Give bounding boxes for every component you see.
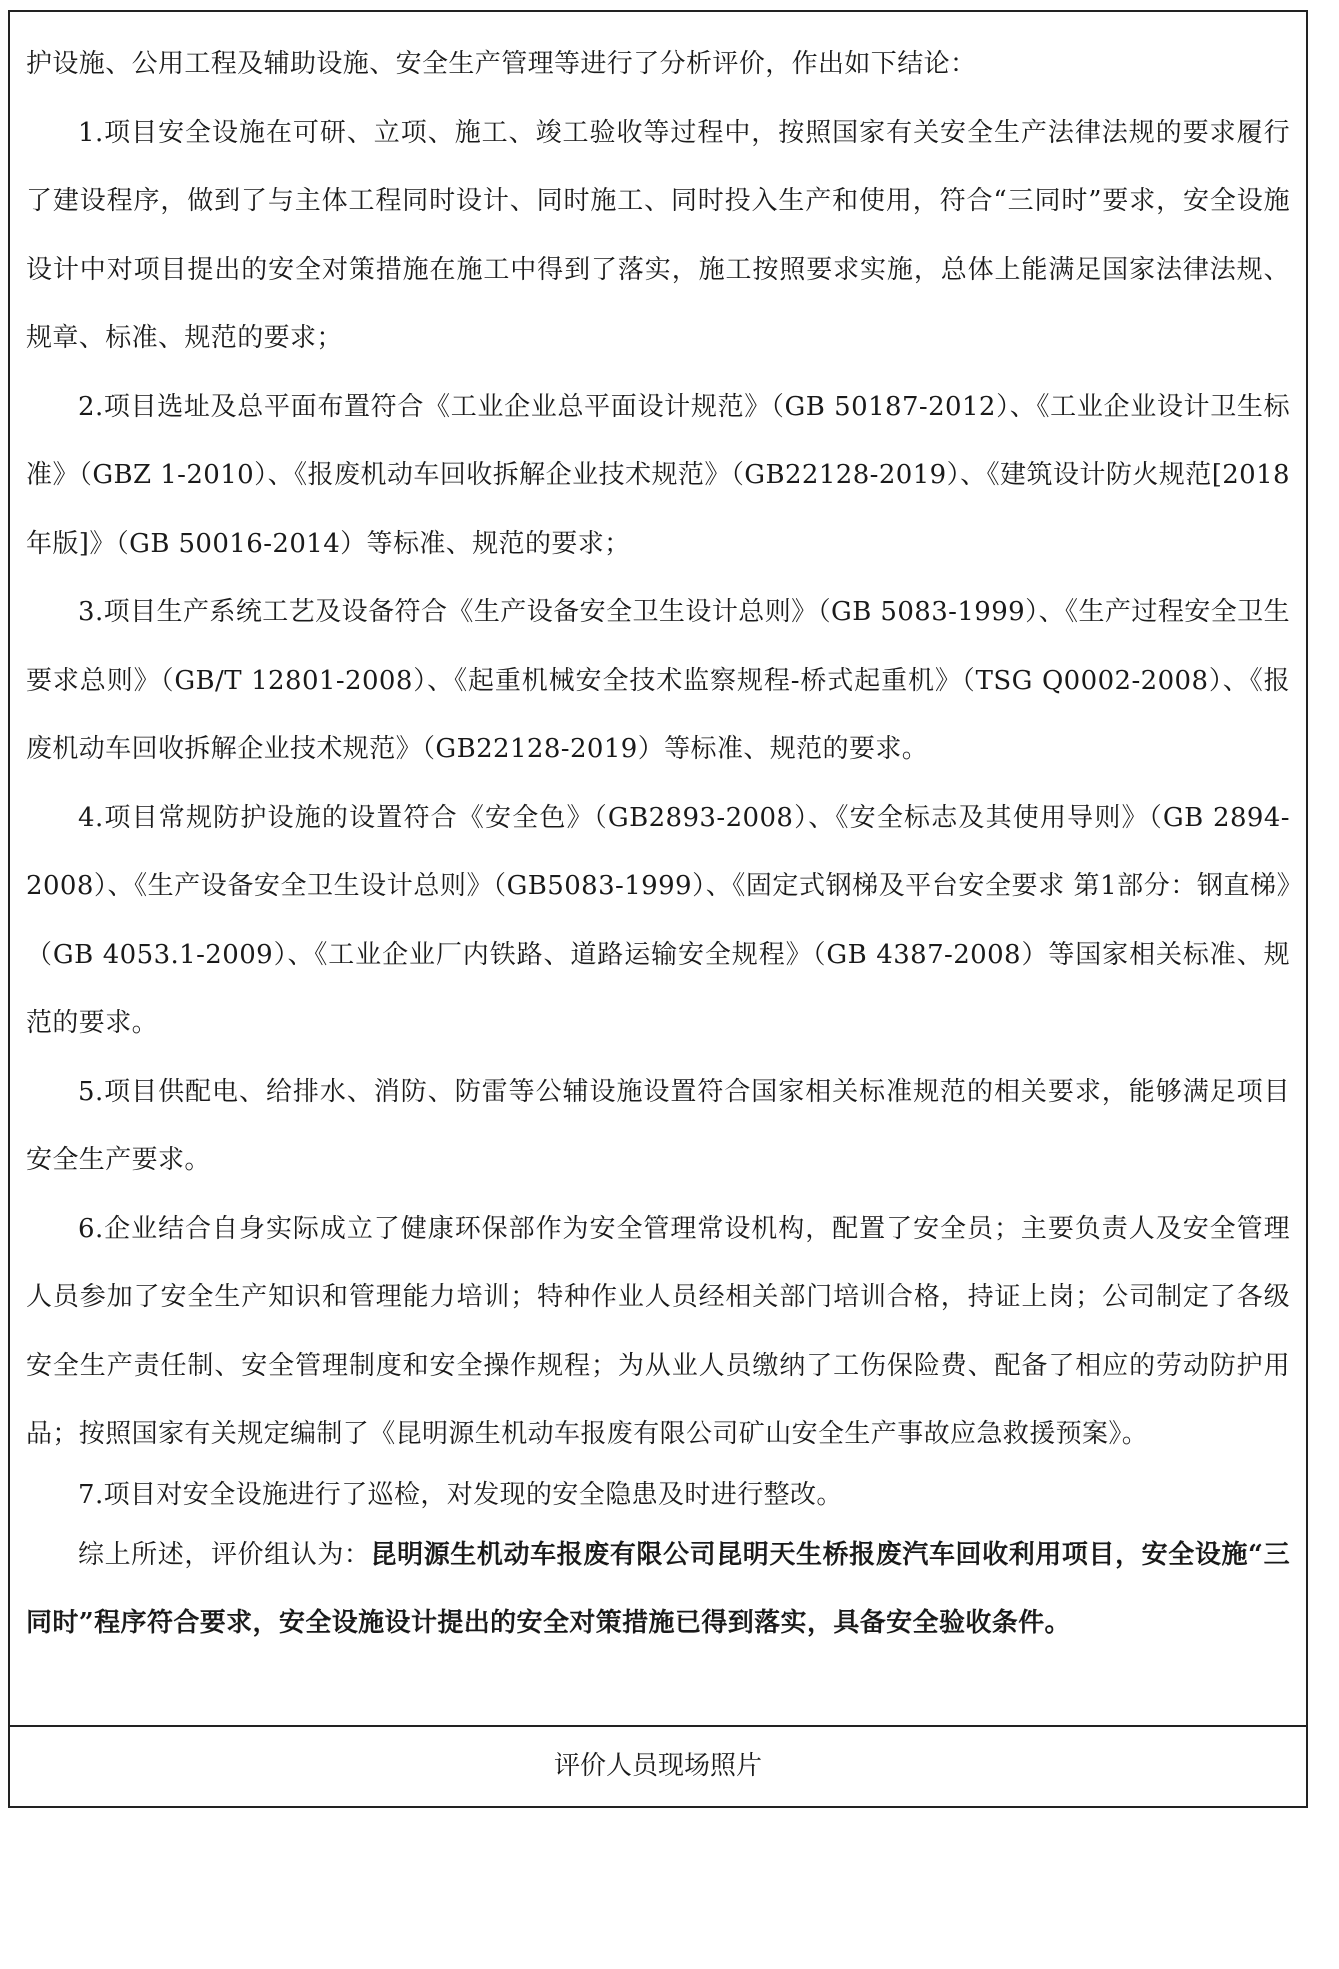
document-table [8,10,1308,1808]
summary-conclusion: 昆明源生机动车报废有限公司昆明天生桥报废汽车回收利用项目，安全设施“三同时”程序符合要求，安全设施设计提出的安全对策措施已得到落实，具备安全验收条件。 [26,1539,1290,1638]
conclusion-item-2: 2.项目选址及总平面布置符合《工业企业总平面设计规范》（GB 50187-2012）、《工业企业设计卫生标准》（GBZ 1-2010）、《报废机动车回收拆解企业技术规范》（GB22128-2019）、《建筑设计防火规范[2018年版]》（GB 50016-2014）等标准、规范的要求； [26,391,1290,559]
summary-lead: 综上所述，评价组认为： [78,1539,371,1570]
photo-caption: 评价人员现场照片 [553,1751,762,1781]
conclusion-item-6: 6.企业结合自身实际成立了健康环保部作为安全管理常设机构，配置了安全员；主要负责人及安全管理人员参加了安全生产知识和管理能力培训；特种作业人员经相关部门培训合格，持证上岗；公司制定了各级安全生产责任制、安全管理制度和安全操作规程；为从业人员缴纳了工伤保险费、配备了相应的劳动防护用品；按照国家有关规定编制了《昆明源生机动车报废有限公司矿山安全生产事故应急救援预案》。 [26,1213,1290,1449]
conclusion-item-5: 5.项目供配电、给排水、消防、防雷等公辅设施设置符合国家相关标准规范的相关要求，能够满足项目安全生产要求。 [26,1076,1290,1175]
conclusion-item-1: 1.项目安全设施在可研、立项、施工、竣工验收等过程中，按照国家有关安全生产法律法规的要求履行了建设程序，做到了与主体工程同时设计、同时施工、同时投入生产和使用，符合“三同时”要求，安全设施设计中对项目提出的安全对策措施在施工中得到了落实，施工按照要求实施，总体上能满足国家法律法规、规章、标准、规范的要求； [26,117,1290,353]
conclusion-item-4: 4.项目常规防护设施的设置符合《安全色》（GB2893-2008）、《安全标志及其使用导则》（GB 2894-2008）、《生产设备安全卫生设计总则》（GB5083-1999）、《固定式钢梯及平台安全要求 第1部分：钢直梯》（GB 4053.1-2009）、《工业企业厂内铁路、道路运输安全规程》（GB 4387-2008）等国家相关标准、规范的要求。 [26,802,1290,1038]
conclusion-item-3: 3.项目生产系统工艺及设备符合《生产设备安全卫生设计总则》（GB 5083-1999）、《生产过程安全卫生要求总则》（GB/T 12801-2008）、《起重机械安全技术监察规程-桥式起重机》（TSG Q0002-2008）、《报废机动车回收拆解企业技术规范》（GB22128-2019）等标准、规范的要求。 [26,597,1290,764]
conclusion-cell [10,12,1306,1727]
intro-paragraph: 护设施、公用工程及辅助设施、安全生产管理等进行了分析评价，作出如下结论： [26,49,977,79]
summary-paragraph [26,1521,1290,1658]
conclusion-item-7: 7.项目对安全设施进行了巡检，对发现的安全隐患及时进行整改。 [78,1479,843,1510]
